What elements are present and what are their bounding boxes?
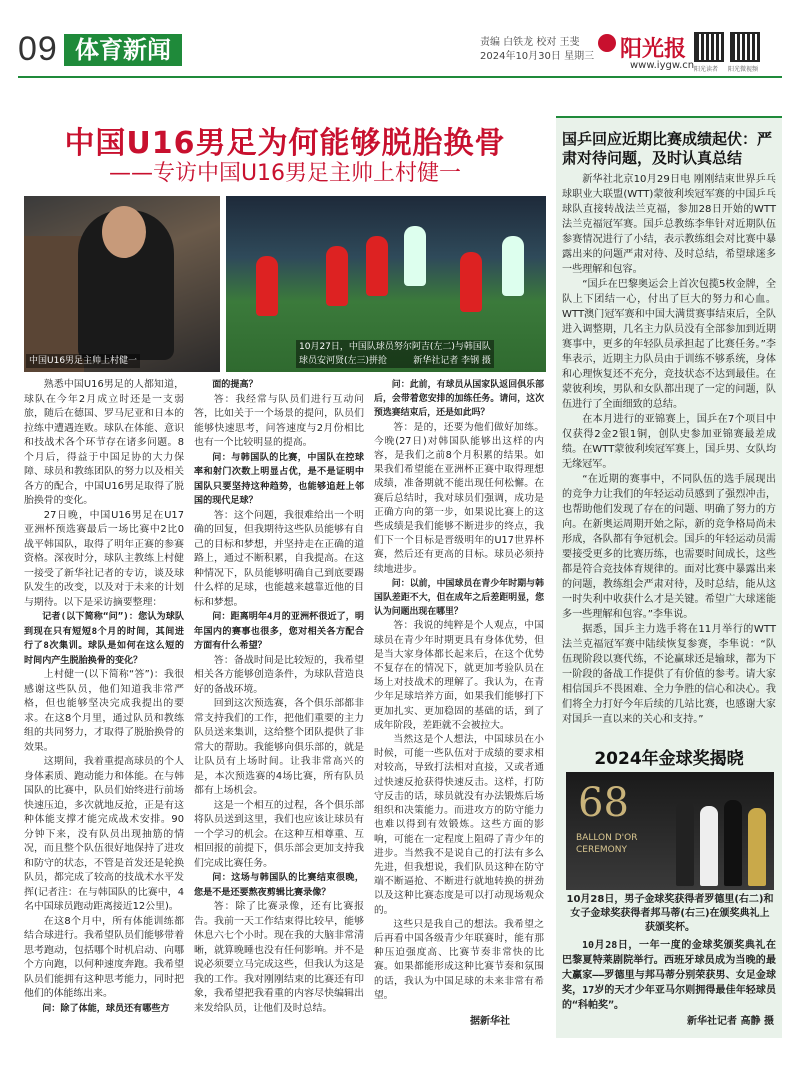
- article-subtitle: ——专访中国U16男足主帅上村健一: [108, 161, 462, 186]
- sidebar-body: [562, 172, 776, 727]
- question-paragraph: 面的提高？: [212, 380, 258, 390]
- article-column-3: [374, 378, 544, 1003]
- qr-label: 阳光读者: [694, 66, 719, 73]
- coach-photo: [24, 196, 220, 372]
- sidebar-section-title: 2024年金球奖揭晓: [594, 749, 744, 769]
- ceremony-text: BALLON D'OR CEREMONY: [576, 833, 638, 855]
- paragraph: 熟悉中国U16男足的人都知道，球队在今年2月成立时还是一支弱旅，随后在德国、罗马尼亚和日本的拉练中遭遇连败。球队在体能、意识和技战术各个环节存在诸多问题。8个月后，得益于中国足协的大力保障、球员和教练团队的努力以及相关各方的配合，中国U16男足取得了脱胎换骨的变化。: [24, 379, 184, 506]
- photo-caption: 10月28日，男子金球奖获得者罗德里(右二)和女子金球奖获得者邦马蒂(右三)在颁奖典礼上获颁奖杯。: [566, 894, 774, 933]
- article-title: 中国U16男足为何能够脱胎换骨: [64, 126, 506, 161]
- editors: 责编 白铁龙 校对 王斐: [480, 37, 580, 48]
- page-number: 09: [18, 30, 58, 68]
- photo-caption-line2: [296, 354, 494, 368]
- sidebar-title: 国乒回应近期比赛成绩起伏：严肃对待问题，及时认真总结: [562, 130, 773, 167]
- article-source: 据新华社: [470, 1016, 510, 1027]
- paragraph: 答：这个问题，我很难给出一个明确的回复，但我期待这些队员能够有自己的目标和梦想，并坚持走在正确的道路上，通过不断积累，自我提高。在这种情况下，队员能够明确自己到底要踢什么样的足球，也能越来越靠近他的目标和梦想。: [194, 509, 364, 608]
- paragraph: 新华社北京10月29日电 刚刚结束世界乒乓球职业大联盟(WTT)蒙彼利埃冠军赛的中国乒乓球队直接转战法兰克福，参加28日开始的WTT法兰克福冠军赛。国乒总教练李隼针对近期队伍参赛情况进行了小结，表示教练组会对比赛中暴露出来的问题严肃对待、及时总结，希望球迷多一些理解和包容。: [562, 174, 776, 275]
- photo-credit: 新华社记者 高静 摄: [687, 1016, 774, 1027]
- person-shape: [748, 808, 766, 886]
- paragraph: 答：除了比赛录像，还有比赛报告。我前一天工作结束得比较早，能够休息六七个小时。现在我的大脑非常清晰，就算晚睡也没有任何影响。并不是说必须要立马完成这些，但我认为这是我的工作。我对刚刚结束的比赛还有印象，我希望把我看重的内容尽快编辑出来发给队员，让他们及时总结。: [194, 901, 364, 1014]
- match-photo: [226, 196, 546, 372]
- question-paragraph: 记者(以下简称“问”)：您认为球队到现在只有短短8个月的时间，其间进行了8次集训。球队是如何在这么短的时间内产生脱胎换骨的变化？: [24, 612, 184, 666]
- section-tag: 体育新闻: [64, 34, 182, 66]
- sidebar-body-2: [562, 938, 776, 1013]
- person-shape: [676, 802, 694, 886]
- brand-name: 阳光报: [620, 36, 687, 62]
- article-column-2: [194, 378, 364, 1016]
- paragraph: 这些只是我自己的想法。我希望之后再看中国各级青少年联赛时，能有那种压迫强度高、比赛节奏非常快的比赛。如果都能形成这种比赛节奏和氛围的话，我认为中国足球的未来非常有希望。: [374, 918, 544, 1001]
- paragraph: 10月28日，一年一度的金球奖颁奖典礼在巴黎夏特莱剧院举行。西班牙球员成为当晚的最大赢家——罗德里与邦马蒂分别荣获男、女足金球奖，17岁的天才少年亚马尔则拥得最佳年轻球员的“科帕奖”。: [562, 940, 776, 1011]
- photo-credit: 新华社记者 李钢 摄: [413, 356, 491, 366]
- paragraph: 这期间，我着重提高球员的个人身体素质、跑动能力和体能。在与韩国队的比赛中，队员们始终进行前场快速压迫，多次就地反抢，正是有这种体能支撑才能完成战术安排。90分钟下来，没有队员出现抽筋的情况，而且整个队伍很好地保持了进攻和防守的状态，不管是首发还是轮换队员，都完成了较高的技战术水平发挥(记者注：在与韩国队的比赛中，4名中国球员跑动距离接近12公里)。: [24, 756, 184, 912]
- paragraph: 27日晚，中国U16男足在U17亚洲杯预选赛最后一场比赛中2比0战平韩国队，取得了明年正赛的参赛资格。深夜时分，球队主教练上村健一接受了新华社记者的专访，谈及球队发生的改变，以及对于未来的计划与期待。以下是采访摘要整理：: [24, 509, 184, 608]
- paragraph: 上村健一(以下简称“答”)：我很感谢这些队员，他们知道我非常严格，但也能够坚决完成我提出的要求。在这8个月里，通过队员和教练组的共同努力，才取得了脱胎换骨的效果。: [24, 669, 184, 753]
- qr-code-icon[interactable]: [694, 32, 724, 62]
- player-shape: [366, 236, 388, 296]
- paragraph: 答：是的，还要为他们做好加练。今晚(27日)对韩国队能够出这样的内容，是我们之前8个月积累的结果。如果我们希望能在亚洲杯正赛中取得理想成绩，准备期就不能出现任何松懈。在赛后总结时，我对球员们强调，成功是正确方向的第一步，如果说比赛上的这些成绩是我们能够不断进步的终点，我们下一个目标是晋级明年的U17世界杯赛，然后还有更高的目标。球员必须持续地进步。: [374, 421, 544, 575]
- question-paragraph: 问：与韩国队的比赛，中国队在控球率和射门次数上明显占优，是不是证明中国队只要坚持这种趋势，也能够追赶上邻国的现代足球？: [194, 452, 364, 506]
- ballon-dor-photo: [566, 772, 774, 890]
- player-shape: [326, 246, 348, 306]
- paragraph: 答：备战时间是比较短的，我希望相关各方能够创造条件，为球队营造良好的备战环境。: [194, 654, 364, 695]
- header-meta: [480, 36, 594, 64]
- paragraph: 答：我经常与队员们进行互动问答，比如关于一个场景的提问，队员们能够快速思考，问答速度与2月份相比也有一个比较明显的提高。: [194, 393, 364, 448]
- chair-shape: [24, 236, 84, 372]
- photo-caption: 球员安河贤(左三)拼抢: [299, 356, 388, 366]
- ceremony-number: 68: [578, 780, 629, 826]
- paragraph: “在近期的赛事中，不同队伍的选手展现出的竞争力让我们的年轻运动员感到了强烈冲击，也帮助他们发现了存在的问题、明确了努力的方向。在新奥运周期开始之际，新的竞争格局尚未形成，各队都有争冠机会。国乒的年轻运动员需要接受更多的比赛历练，也需要时间成长，这些都是符合竞技体育规律的。面对比赛中暴露出来的问题，教练组会严肃对待，及时总结，能从这一时失利中收获什么才是关键。希望广大球迷能多一些理解和包容。”李隼说。: [562, 474, 776, 620]
- paragraph: 这是一个相互的过程，各个俱乐部将队员送到这里，我们也应该让球员有一个学习的机会。在这种互相尊重、互相回报的前提下，俱乐部会更加支持我们完成比赛任务。: [194, 799, 364, 869]
- brand-url[interactable]: www.iygw.cn: [630, 60, 695, 71]
- player-shape: [460, 252, 482, 312]
- question-paragraph: 问：此前，有球员从国家队返回俱乐部后，会带着您安排的加练任务。请问，这次预选赛结束后，还是如此吗？: [374, 380, 544, 419]
- paragraph: 回到这次预选赛，各个俱乐部都非常支持我们的工作，把他们重要的主力队员送来集训，这给整个团队提供了非常大的帮助。我能够向俱乐部的，就是让队员有上场时间。让我非常高兴的是，本次预选赛的4场比赛，所有队员都有上场机会。: [194, 698, 364, 796]
- paragraph: 当然这是个人想法，中国球员在小时候，可能一些队伍对于成绩的要求相对较高，导致打法相对直接，又或者通过快速反抢获得快速反击。这样，打防守反击的话，球员就没有办法锻炼后场组织和决策能力。而进攻方的防守能力也难以得到有效锻炼。这些方面的影响，可能在一定程度上阻碍了青少年的进步。当然我不是说自己的打法有多么先进，但我想说，我们队员这种在防守端不断逼抢、不断进行就地转换的拼劲以及这种比赛态度是可以打动现场观众的。: [374, 734, 544, 916]
- qr-code-icon[interactable]: [730, 32, 760, 62]
- brand-logo-icon: [598, 34, 616, 52]
- qr-label: 阳光微视频: [728, 66, 759, 73]
- question-paragraph: 问：距离明年4月的亚洲杯很近了，明年国内的赛事也很多，您对相关各方配合方面有什么希望？: [194, 612, 364, 651]
- paragraph: 据悉，国乒主力选手将在11月举行的WTT法兰克福冠军赛中陆续恢复参赛，李隼说：“队伍现阶段以赛代练，不论赢球还是输球，都为下一阶段的备战工作提供了有价值的参考。请大家相信国乒不畏困难、全力争胜的信心和决心。我们将全力打好今年后续的几站比赛，也感谢大家对国乒一直以来的关心和支持。”: [562, 624, 776, 725]
- photo-caption-block: [296, 340, 494, 368]
- paragraph: 在本月进行的亚锦赛上，国乒在7个项目中仅获得2金2银1铜，创队史参加亚锦赛最差成绩。在WTT蒙彼利埃冠军赛上，国乒男、女队均无缘冠军。: [562, 414, 776, 470]
- player-shape: [502, 236, 524, 296]
- question-paragraph: 问：除了体能，球员还有哪些方: [42, 1003, 170, 1014]
- photo-caption: 10月27日，中国队球员努尔阿吉(左二)与韩国队: [296, 340, 494, 354]
- paragraph: 在这8个月中，所有体能训练都结合球进行。我希望队员们能够带着思考跑动，包括哪个时机启动、向哪个方向跑，以何种速度奔跑。我希望队员们能拥有这种思考能力，同时把他们的体能练出来。: [24, 915, 184, 999]
- player-shape: [404, 226, 426, 286]
- question-paragraph: 问：这场与韩国队的比赛结束很晚，您是不是还要熬夜剪辑比赛录像？: [194, 873, 364, 898]
- issue-date: 2024年10月30日 星期三: [480, 51, 595, 62]
- paragraph: 答：我说的纯粹是个人观点，中国球员在青少年时期更具有身体优势，但是当大家身体都长起来后，在这个优势不复存在的情况下，就更加考验队员在场上对技战术的理解了。我认为，在青少年足球培养方面，如果我们能够打下更加扎实、更加稳固的基础的话，到了成年阶段，差距就不会被拉大。: [374, 620, 544, 731]
- question-paragraph: 问：以前，中国球员在青少年时期与韩国队差距不大，但在成年之后差距明显，您认为问题出现在哪里？: [374, 578, 544, 618]
- header-rule: [18, 76, 782, 78]
- player-shape: [256, 256, 278, 316]
- paragraph: “国乒在巴黎奥运会上首次包揽5枚金牌，全队上下团结一心，付出了巨大的努力和心血。WTT澳门冠军赛和中国大满贯赛事结束后，全队进入调整期，几名主力队员没有全部参加到近期赛事中，更多的年轻队员承担起了比赛任务。”李隼表示，近期主力队员由于训练不够系统，身体和心理恢复还不充分，竞技状态不达到最佳。在蒙彼利埃，男队和女队都出现了一定的问题，队伍进行了全面细致的总结。: [562, 279, 776, 410]
- photo-caption: 中国U16男足主帅上村健一: [26, 354, 140, 368]
- person-shape: [724, 800, 742, 886]
- head-shape: [102, 206, 146, 258]
- article-column-1: [24, 378, 184, 1016]
- person-shape: [700, 806, 718, 886]
